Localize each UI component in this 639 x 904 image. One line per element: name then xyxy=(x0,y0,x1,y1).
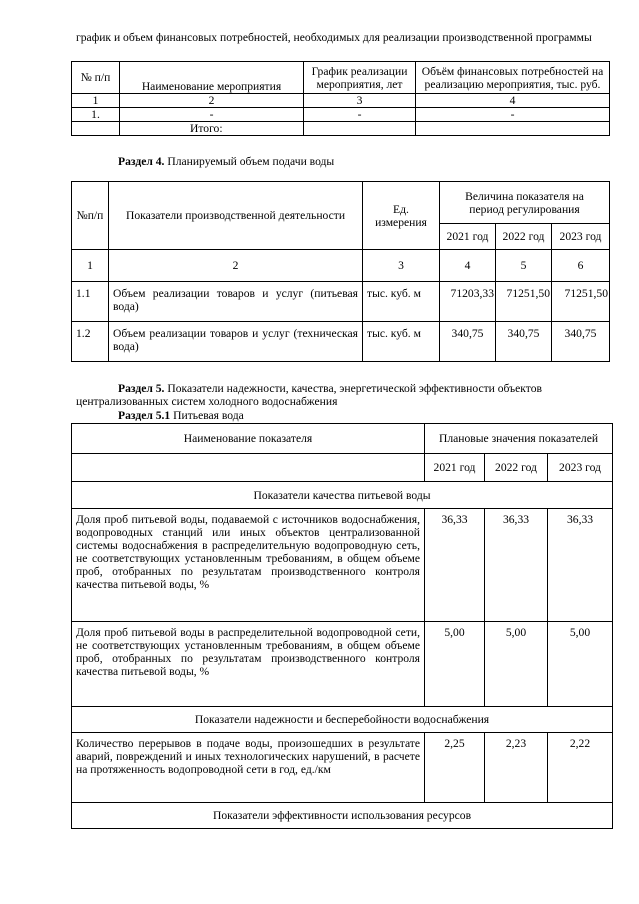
t3-row-value: 5,00 xyxy=(485,622,548,707)
t2-year: 2021 год xyxy=(440,224,496,250)
t3-row-value: 2,22 xyxy=(548,733,613,803)
t2-year: 2022 год xyxy=(496,224,552,250)
section-5-heading xyxy=(76,382,608,408)
t2-index-cell: 6 xyxy=(552,250,610,282)
t3-row-value: 5,00 xyxy=(548,622,613,707)
t3-row-value: 36,33 xyxy=(485,509,548,622)
t2-header-value: Величина показателя на период регулирования xyxy=(440,182,610,224)
t3-year: 2021 год xyxy=(425,454,485,482)
t1-header-schedule: График реализации мероприятия, лет xyxy=(304,62,416,94)
t1-index-cell: 3 xyxy=(304,94,416,108)
indicators-table xyxy=(71,423,613,829)
t2-row-num: 1.2 xyxy=(72,322,109,362)
t1-index-cell: 4 xyxy=(416,94,610,108)
t2-row-unit: тыс. куб. м xyxy=(363,282,440,322)
section-4-number: Раздел 4. xyxy=(118,155,165,168)
t3-row-value: 2,23 xyxy=(485,733,548,803)
section-5-title: Показатели надежности, качества, энергетической эффективности объектов централизованных систем холодного водоснабжения xyxy=(76,382,542,408)
t2-header-name: Показатели производственной деятельности xyxy=(109,182,363,250)
t3-row-value: 5,00 xyxy=(425,622,485,707)
t3-group-reliability: Показатели надежности и бесперебойности водоснабжения xyxy=(72,707,613,733)
t3-header-name: Наименование показателя xyxy=(72,424,425,454)
t1-row-cell: - xyxy=(304,108,416,122)
t2-row-value: 340,75 xyxy=(440,322,496,362)
t2-index-cell: 3 xyxy=(363,250,440,282)
t3-header-empty xyxy=(72,454,425,482)
t3-group-quality: Показатели качества питьевой воды xyxy=(72,482,613,509)
t3-year: 2023 год xyxy=(548,454,613,482)
t2-row-value: 71251,50 xyxy=(496,282,552,322)
t2-row-value: 340,75 xyxy=(496,322,552,362)
t2-row-value: 71203,33 xyxy=(440,282,496,322)
t2-row-unit: тыс. куб. м xyxy=(363,322,440,362)
t1-index-cell: 1 xyxy=(72,94,120,108)
t3-year: 2022 год xyxy=(485,454,548,482)
t1-row-cell: - xyxy=(416,108,610,122)
t1-index-cell: 2 xyxy=(120,94,304,108)
t2-index-cell: 4 xyxy=(440,250,496,282)
section-5-1-number: Раздел 5.1 xyxy=(118,409,171,422)
t1-header-name: Наименование мероприятия xyxy=(120,62,304,94)
t3-row-name: Доля проб питьевой воды в распределительной водопроводной сети, не соответствующих установленным требованиям, в общем объеме проб, отобранных по результатам производственного контроля качества питьевой воды, % xyxy=(72,622,425,707)
section-5-number: Раздел 5. xyxy=(118,382,165,395)
section-5-1-title: Питьевая вода xyxy=(170,409,244,422)
t3-row-value: 36,33 xyxy=(425,509,485,622)
t2-year: 2023 год xyxy=(552,224,610,250)
t2-index-cell: 2 xyxy=(109,250,363,282)
t2-row-name: Объем реализации товаров и услуг (питьевая вода) xyxy=(109,282,363,322)
t3-group-efficiency: Показатели эффективности использования ресурсов xyxy=(72,803,613,829)
t1-row-cell: 1. xyxy=(72,108,120,122)
t3-row-value: 36,33 xyxy=(548,509,613,622)
water-supply-table xyxy=(71,181,610,362)
t1-header-finance: Объём финансовых потребностей на реализацию мероприятия, тыс. руб. xyxy=(416,62,610,94)
section-5-1-heading xyxy=(118,409,244,422)
t1-total-empty xyxy=(416,122,610,136)
t3-row-name: Количество перерывов в подаче воды, произошедших в результате аварий, повреждений и иных технологических нарушений, в расчете на протяженность водопроводной сети в год, ед./км xyxy=(72,733,425,803)
t1-header-num: № п/п xyxy=(72,62,120,94)
section-4-title: Планируемый объем подачи воды xyxy=(164,155,335,168)
t2-index-cell: 5 xyxy=(496,250,552,282)
t2-row-name: Объем реализации товаров и услуг (техническая вода) xyxy=(109,322,363,362)
t1-total-empty xyxy=(72,122,120,136)
t2-row-value: 71251,50 xyxy=(552,282,610,322)
t3-row-name: Доля проб питьевой воды, подаваемой с источников водоснабжения, водопроводных станций или иных объектов централизованной системы водоснабжения в распределительную водопроводную сеть, не соответствующих установленным требованиям, в общем объеме проб, отобранных по результатам производственного контроля качества питьевой воды, % xyxy=(72,509,425,622)
t1-total-label: Итого: xyxy=(120,122,304,136)
t3-header-plan: Плановые значения показателей xyxy=(425,424,613,454)
t2-row-value: 340,75 xyxy=(552,322,610,362)
t3-row-value: 2,25 xyxy=(425,733,485,803)
t2-header-num: №п/п xyxy=(72,182,109,250)
t1-row-cell: - xyxy=(120,108,304,122)
intro-paragraph: график и объем финансовых потребностей, необходимых для реализации производственной программы xyxy=(76,31,592,44)
financial-needs-table xyxy=(71,61,610,136)
t1-total-empty xyxy=(304,122,416,136)
section-4-heading xyxy=(118,155,334,168)
t2-index-cell: 1 xyxy=(72,250,109,282)
t2-row-num: 1.1 xyxy=(72,282,109,322)
t2-header-unit: Ед. измерения xyxy=(363,182,440,250)
